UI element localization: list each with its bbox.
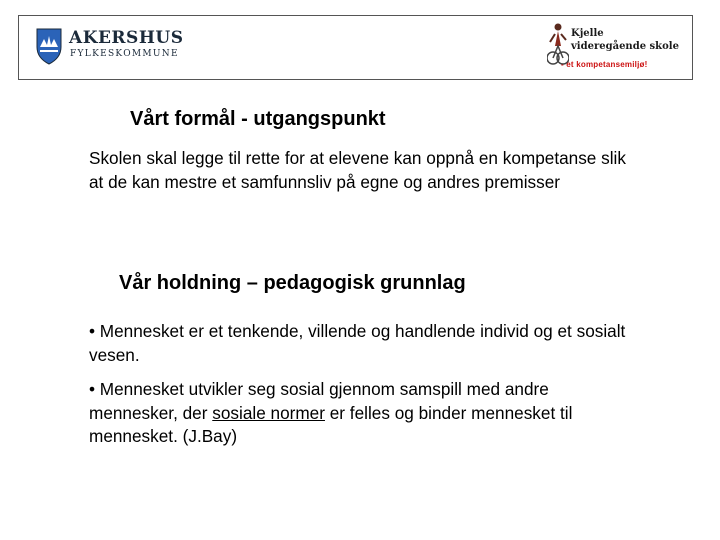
underlined-term: sosiale normer [212,402,325,423]
county-subtitle: FYLKESKOMMUNE [70,49,179,59]
county-crest-icon [35,27,63,65]
bullet-2-text-end: er felles og binder mennesket til mennesket. (J.Bay) [89,402,573,446]
school-name-line-2: videregående skole [571,41,679,52]
school-tagline: - et kompetansemiljø! [561,60,648,69]
bullet-2-text-start: • Mennesket utvikler seg sosial gjennom samspill med andre mennesker, der [89,379,549,423]
section-2-heading: Vår holdning – pedagogisk grunnlag [119,272,466,294]
bullet-item-2 [89,378,629,449]
akershus-logo [35,25,185,69]
county-name: AKERSHUS [69,28,184,48]
school-logo [547,20,687,76]
header-banner [18,15,693,80]
school-name-line-1: Kjelle [571,28,604,39]
section-1-body: Skolen skal legge til rette for at elevene kan oppnå en kompetanse slik at de kan mestre et samfunnsliv på egne og andres premisser [89,148,626,192]
section-1-heading: Vårt formål - utgangspunkt [130,108,386,130]
bullet-item-1: • Mennesket er et tenkende, villende og handlende individ og et sosialt vesen. [89,321,626,365]
